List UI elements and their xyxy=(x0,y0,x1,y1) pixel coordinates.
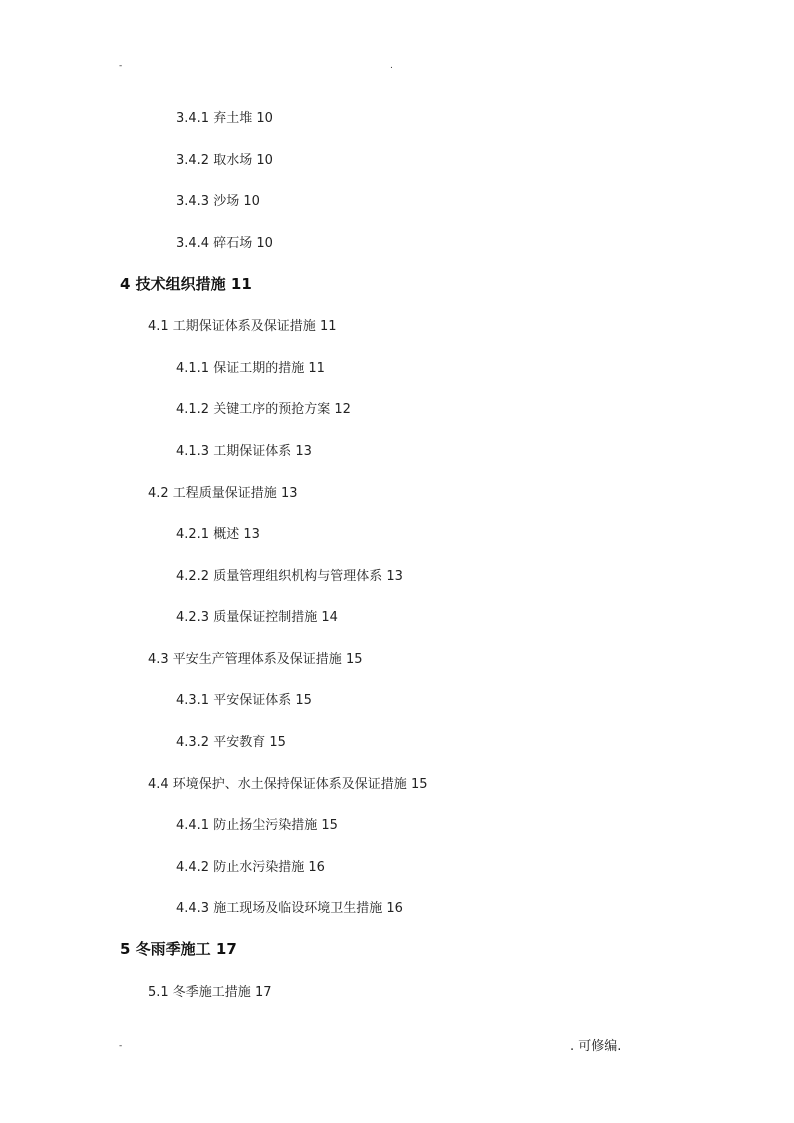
toc-entry-4-1-3[interactable]: 4.1.3 工期保证体系 13 xyxy=(176,444,312,459)
footer-left-mark: - xyxy=(119,1041,123,1051)
toc-entry-4-2[interactable]: 4.2 工程质量保证措施 13 xyxy=(148,486,298,501)
toc-entry-4-1[interactable]: 4.1 工期保证体系及保证措施 11 xyxy=(148,319,337,334)
header-mid-mark: . xyxy=(390,61,393,71)
toc-entry-4[interactable]: 4 技术组织措施 11 xyxy=(120,275,252,293)
toc-entry-4-1-2[interactable]: 4.1.2 关键工序的预抢方案 12 xyxy=(176,402,351,417)
toc-entry-4-4-1[interactable]: 4.4.1 防止扬尘污染措施 15 xyxy=(176,818,338,833)
toc-entry-4-3-1[interactable]: 4.3.1 平安保证体系 15 xyxy=(176,693,312,708)
toc-entry-4-4-3[interactable]: 4.4.3 施工现场及临设环境卫生措施 16 xyxy=(176,901,403,916)
toc-entry-4-2-1[interactable]: 4.2.1 概述 13 xyxy=(176,527,260,542)
toc-entry-3-4-2[interactable]: 3.4.2 取水场 10 xyxy=(176,153,273,168)
footer-editable-note: . 可修编. xyxy=(570,1039,622,1054)
toc-entry-3-4-3[interactable]: 3.4.3 沙场 10 xyxy=(176,194,260,209)
toc-entry-4-2-2[interactable]: 4.2.2 质量管理组织机构与管理体系 13 xyxy=(176,569,403,584)
toc-entry-4-1-1[interactable]: 4.1.1 保证工期的措施 11 xyxy=(176,361,325,376)
toc-entry-4-2-3[interactable]: 4.2.3 质量保证控制措施 14 xyxy=(176,610,338,625)
toc-entry-4-4[interactable]: 4.4 环境保护、水土保持保证体系及保证措施 15 xyxy=(148,777,428,792)
toc-entry-5-1[interactable]: 5.1 冬季施工措施 17 xyxy=(148,985,272,1000)
toc-entry-4-3[interactable]: 4.3 平安生产管理体系及保证措施 15 xyxy=(148,652,363,667)
toc-entry-3-4-1[interactable]: 3.4.1 弃土堆 10 xyxy=(176,111,273,126)
toc-entry-3-4-4[interactable]: 3.4.4 碎石场 10 xyxy=(176,236,273,251)
toc-entry-4-3-2[interactable]: 4.3.2 平安教育 15 xyxy=(176,735,286,750)
header-left-mark: - xyxy=(119,61,123,71)
toc-entry-4-4-2[interactable]: 4.4.2 防止水污染措施 16 xyxy=(176,860,325,875)
toc-entry-5[interactable]: 5 冬雨季施工 17 xyxy=(120,940,237,958)
